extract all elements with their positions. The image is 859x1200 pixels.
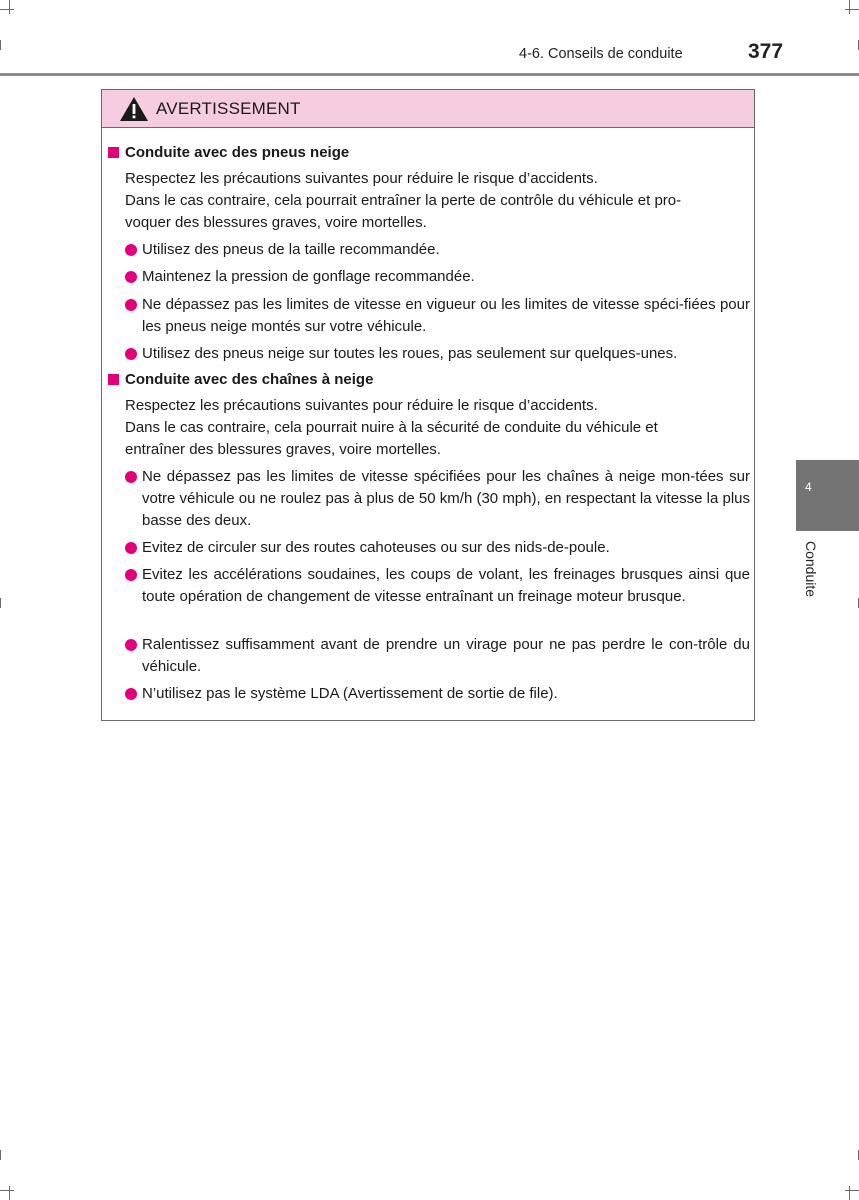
bullet-text: N’utilisez pas le système LDA (Avertissement de sortie de file). — [142, 685, 558, 702]
bullet-item — [125, 266, 750, 288]
bullet-item — [125, 537, 750, 559]
bullet-dot-icon — [125, 639, 137, 651]
crop-mark — [0, 598, 1, 608]
warning-triangle-icon — [119, 96, 149, 122]
bullet-dot-icon — [125, 569, 137, 581]
chapter-number: 4 — [805, 480, 812, 494]
bullet-text: Evitez de circuler sur des routes cahoteuses ou sur des nids-de-poule. — [142, 539, 610, 556]
bullet-dot-icon — [125, 299, 137, 311]
paragraph-line: Dans le cas contraire, cela pourrait entraîner la perte de contrôle du véhicule et pro- — [125, 192, 682, 209]
crop-mark — [0, 40, 1, 50]
section-heading — [108, 144, 349, 161]
warning-box — [101, 89, 755, 721]
square-bullet-icon — [108, 147, 119, 158]
crop-mark — [0, 9, 14, 10]
paragraph-line: Respectez les précautions suivantes pour réduire le risque d’accidents. — [125, 170, 598, 187]
paragraph-line: Dans le cas contraire, cela pourrait nuire à la sécurité de conduite du véhicule et — [125, 419, 658, 436]
bullet-dot-icon — [125, 271, 137, 283]
warning-title: AVERTISSEMENT — [156, 98, 301, 118]
bullet-text: Ralentissez suffisamment avant de prendre un virage pour ne pas perdre le con-trôle du véhicule. — [142, 636, 750, 675]
crop-mark — [849, 0, 850, 14]
chapter-tab — [796, 460, 859, 531]
crop-mark — [9, 0, 10, 14]
bullet-text: Ne dépassez pas les limites de vitesse en vigueur ou les limites de vitesse spéci-fiées pour les pneus neige montés sur votre véhicule. — [142, 296, 750, 335]
bullet-item — [125, 634, 750, 678]
bullet-item — [125, 239, 750, 261]
paragraph-line: entraîner des blessures graves, voire mortelles. — [125, 441, 441, 458]
chapter-label: Conduite — [803, 541, 819, 598]
crop-mark — [0, 1190, 14, 1191]
bullet-item — [125, 294, 750, 338]
crop-mark — [0, 1150, 1, 1160]
bullet-text: Utilisez des pneus neige sur toutes les roues, pas seulement sur quelques-unes. — [142, 345, 678, 362]
crop-mark — [9, 1186, 10, 1200]
crop-mark — [849, 1186, 850, 1200]
bullet-item — [125, 466, 750, 532]
bullet-dot-icon — [125, 471, 137, 483]
bullet-dot-icon — [125, 348, 137, 360]
bullet-dot-icon — [125, 542, 137, 554]
bullet-text: Utilisez des pneus de la taille recommandée. — [142, 241, 440, 258]
warning-header — [102, 90, 754, 128]
section-heading-text: Conduite avec des chaînes à neige — [125, 371, 374, 388]
paragraph-line: voquer des blessures graves, voire mortelles. — [125, 214, 427, 231]
bullet-text: Evitez les accélérations soudaines, les coups de volant, les freinages brusques ainsi que toute opération de changement de vitesse entraînant un freinage moteur brusque. — [142, 566, 750, 605]
bullet-item — [125, 343, 750, 365]
bullet-dot-icon — [125, 244, 137, 256]
bullet-item — [125, 683, 750, 705]
paragraph-line: Respectez les précautions suivantes pour réduire le risque d’accidents. — [125, 397, 598, 414]
crop-mark — [845, 1190, 859, 1191]
bullet-text: Ne dépassez pas les limites de vitesse spécifiées pour les chaînes à neige mon-tées sur votre véhicule ou ne roulez pas à plus de 50 km/h (30 mph), en respectant la vitesse la plus basse des deux. — [142, 468, 750, 529]
page-number: 377 — [748, 40, 784, 63]
bullet-item — [125, 564, 750, 608]
crop-mark — [845, 9, 859, 10]
bullet-text: Maintenez la pression de gonflage recommandée. — [142, 268, 475, 285]
section-title: 4-6. Conseils de conduite — [519, 46, 683, 62]
bullet-dot-icon — [125, 688, 137, 700]
section-heading-text: Conduite avec des pneus neige — [125, 144, 350, 161]
header-rule — [0, 73, 859, 76]
square-bullet-icon — [108, 374, 119, 385]
section-heading — [108, 371, 373, 388]
